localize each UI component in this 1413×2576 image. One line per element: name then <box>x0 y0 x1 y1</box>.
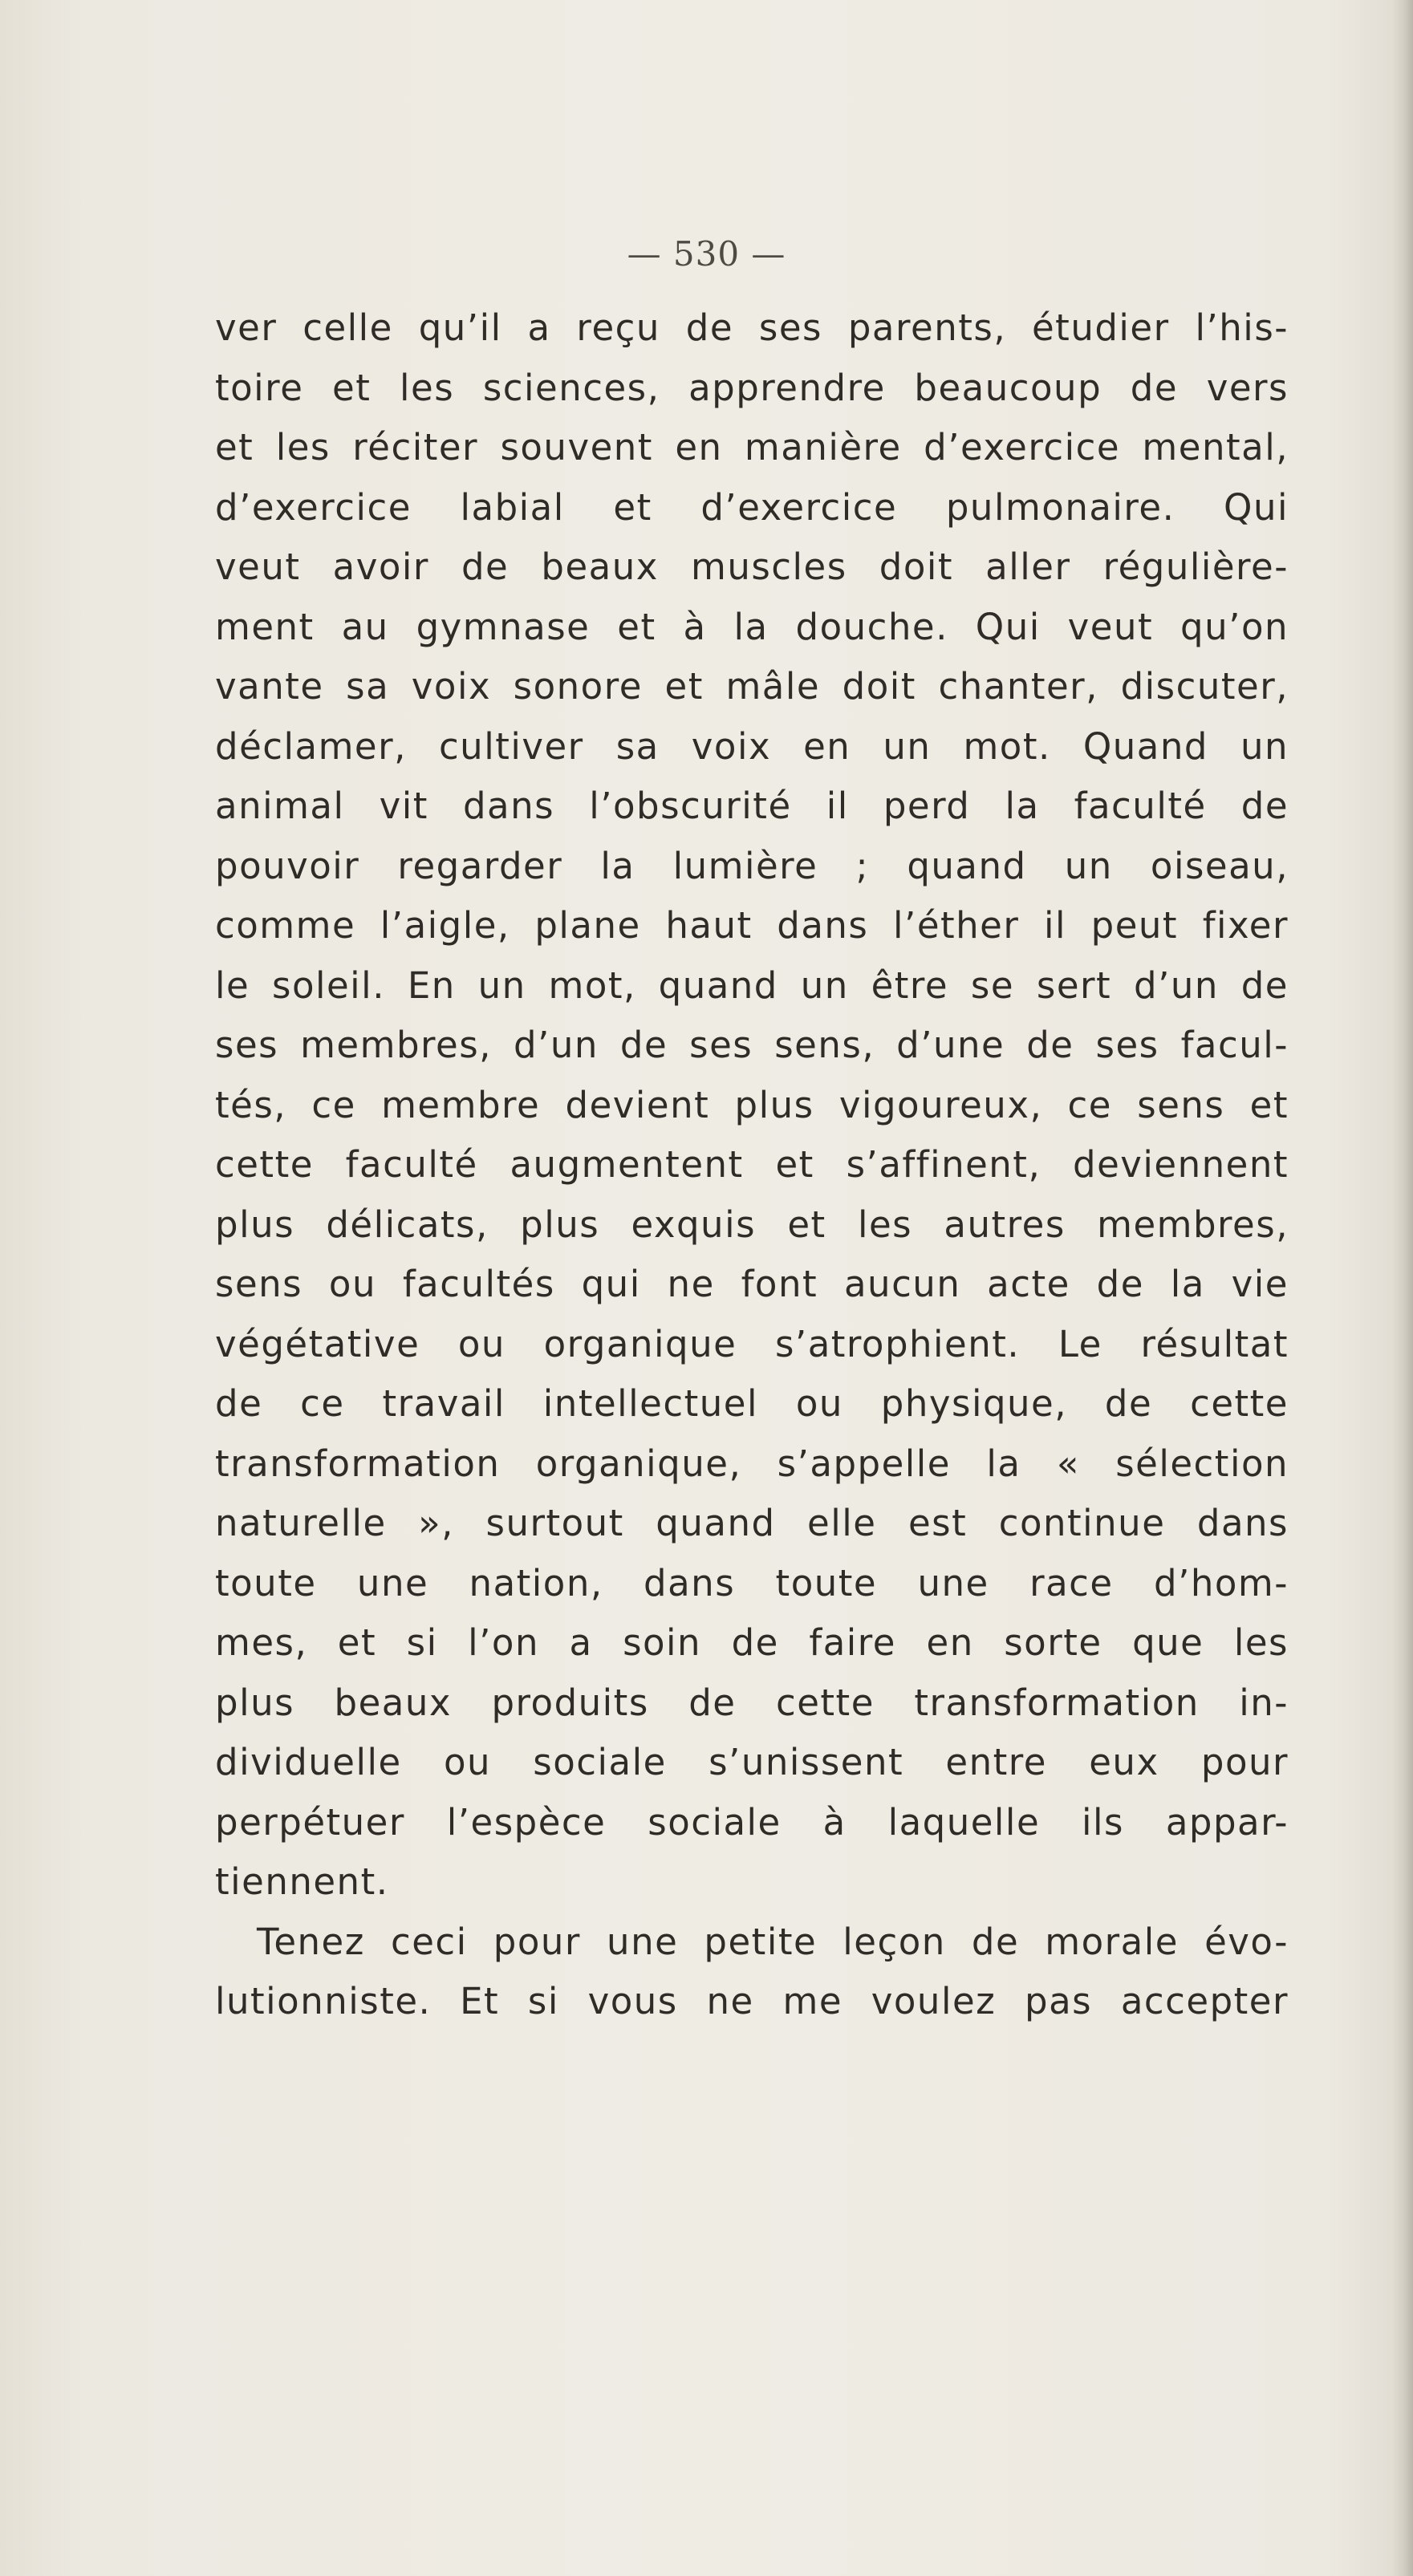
text-line: toire et les sciences, apprendre beaucoup de vers <box>215 366 1289 409</box>
paragraph <box>215 1913 1289 2032</box>
text-line: plus beaux produits de cette transformation in- <box>215 1681 1289 1724</box>
text-line: animal vit dans l’obscurité il perd la faculté de <box>215 785 1289 827</box>
text-line: cette faculté augmentent et s’affinent, deviennent <box>215 1143 1289 1186</box>
text-line: ver celle qu’il a reçu de ses parents, étudier l’his- <box>215 306 1289 349</box>
text-line: tiennent. <box>215 1860 389 1903</box>
text-line: perpétuer l’espèce sociale à laquelle ils appar- <box>215 1800 1289 1844</box>
text-line: le soleil. En un mot, quand un être se sert d’un de <box>215 963 1289 1007</box>
text-line: d’exercice labial et d’exercice pulmonaire. Qui <box>215 485 1289 529</box>
text-line: tés, ce membre devient plus vigoureux, ce sens et <box>215 1083 1289 1126</box>
text-line: déclamer, cultiver sa voix en un mot. Quand un <box>215 724 1289 768</box>
text-line: Tenez ceci pour une petite leçon de morale évo- <box>257 1920 1289 1963</box>
text-line: dividuelle ou sociale s’unissent entre eux pour <box>215 1741 1289 1783</box>
text-line: plus délicats, plus exquis et les autres membres, <box>215 1203 1289 1246</box>
text-line: vante sa voix sonore et mâle doit chanter, discuter, <box>215 665 1289 708</box>
text-line: pouvoir regarder la lumière ; quand un oiseau, <box>215 844 1289 887</box>
text-line: de ce travail intellectuel ou physique, de cette <box>215 1382 1289 1425</box>
body-text <box>215 298 1289 2032</box>
text-line: et les réciter souvent en manière d’exercice mental, <box>215 426 1289 469</box>
text-line: ses membres, d’un de ses sens, d’une de ses facul- <box>215 1024 1289 1066</box>
text-line: toute une nation, dans toute une race d’hom- <box>215 1561 1289 1604</box>
text-line: végétative ou organique s’atrophient. Le résultat <box>215 1322 1289 1365</box>
text-line: lutionniste. Et si vous ne me voulez pas accepter <box>215 1980 1289 2022</box>
text-line: ment au gymnase et à la douche. Qui veut qu’on <box>215 605 1289 648</box>
paragraph <box>215 298 1289 1913</box>
text-line: mes, et si l’on a soin de faire en sorte que les <box>215 1621 1289 1664</box>
text-line: sens ou facultés qui ne font aucun acte de la vie <box>215 1263 1289 1305</box>
text-line: transformation organique, s’appelle la « sélection <box>215 1442 1289 1485</box>
text-line: comme l’aigle, plane haut dans l’éther il peut fixer <box>215 904 1289 947</box>
text-line: veut avoir de beaux muscles doit aller régulière- <box>215 546 1289 588</box>
page-number: — 530 — <box>627 234 786 274</box>
page-edge-shadow <box>1392 0 1413 2576</box>
text-line: naturelle », surtout quand elle est continue dans <box>215 1502 1289 1544</box>
